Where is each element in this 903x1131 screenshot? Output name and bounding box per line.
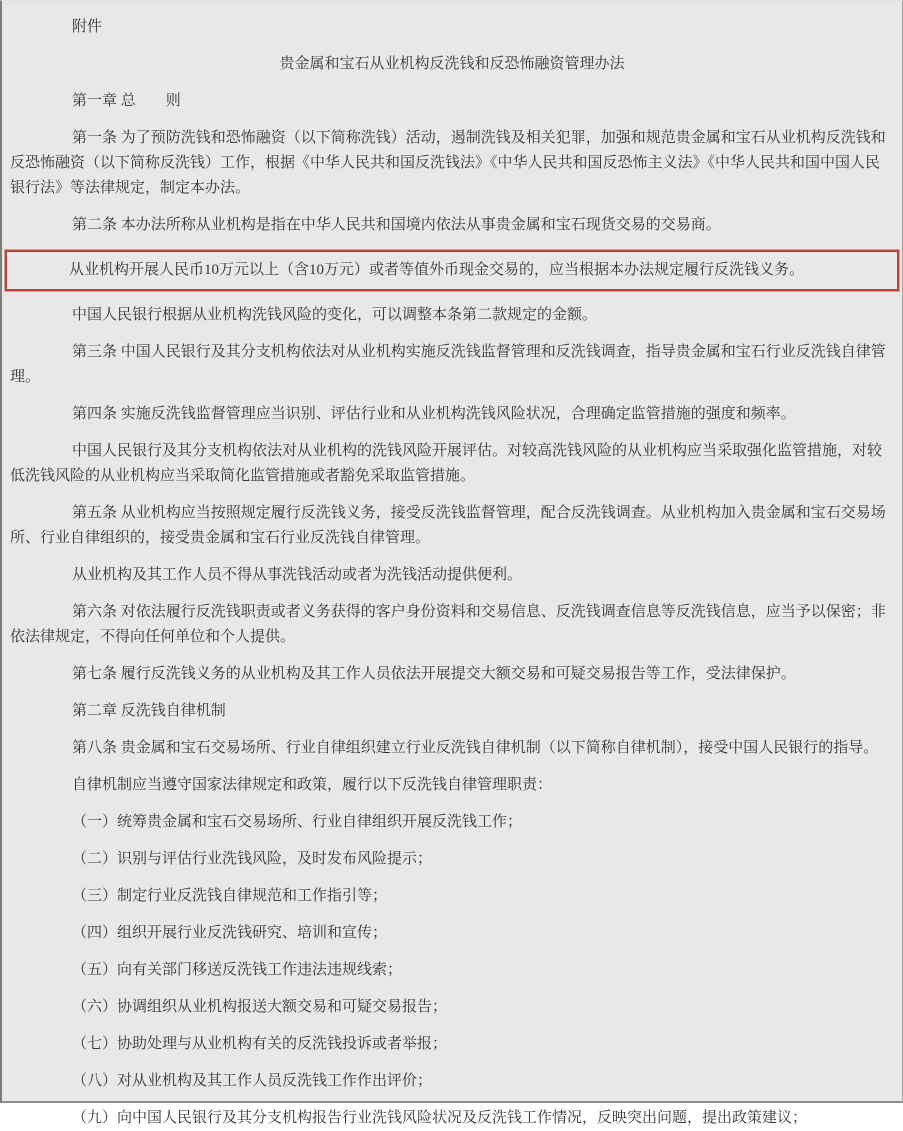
- attachment-label: 附件: [72, 19, 103, 35]
- article-4: 第四条 实施反洗钱监督管理应当识别、评估行业和从业机构洗钱风险状况，合理确定监管措施的强度和频率。: [72, 406, 796, 422]
- list-item-8: （八）对从业机构及其工作人员反洗钱工作作出评价；: [72, 1073, 433, 1089]
- list-item-1: （一）统筹贵金属和宝石交易场所、行业自律组织开展反洗钱工作；: [72, 814, 523, 830]
- list-item-9: （九）向中国人民银行及其分支机构报告行业洗钱风险状况及反洗钱工作情况，反映突出问题，提出政策建议；: [72, 1110, 808, 1126]
- list-item-3: （三）制定行业反洗钱自律规范和工作指引等；: [72, 888, 388, 904]
- article-8-clause-2: 自律机制应当遵守国家法律规定和政策，履行以下反洗钱自律管理职责：: [72, 777, 553, 793]
- list-item-2: （二）识别与评估行业洗钱风险，及时发布风险提示；: [72, 851, 433, 867]
- article-5: 第五条 从业机构应当按照规定履行反洗钱义务，接受反洗钱监督管理，配合反洗钱调查。从业机构加入贵金属和宝石交易场所、行业自律组织的，接受贵金属和宝石行业反洗钱自律管理。: [10, 505, 886, 546]
- highlighted-clause: 从业机构开展人民币10万元以上（含10万元）或者等值外币现金交易的，应当根据本办法规定履行反洗钱义务。: [69, 262, 805, 278]
- list-item-4: （四）组织开展行业反洗钱研究、培训和宣传；: [72, 925, 388, 941]
- list-item-6: （六）协调组织从业机构报送大额交易和可疑交易报告；: [72, 999, 448, 1015]
- article-2: 第二条 本办法所称从业机构是指在中华人民共和国境内依法从事贵金属和宝石现货交易的交易商。: [72, 217, 721, 233]
- article-2-clause-3: 中国人民银行根据从业机构洗钱风险的变化，可以调整本条第二款规定的金额。: [72, 307, 598, 323]
- list-item-7: （七）协助处理与从业机构有关的反洗钱投诉或者举报；: [72, 1036, 448, 1052]
- chapter-heading-1: 第一章 总 则: [72, 93, 181, 109]
- highlight-box: [5, 250, 899, 291]
- article-3: 第三条 中国人民银行及其分支机构依法对从业机构实施反洗钱监督管理和反洗钱调查，指导贵金属和宝石行业反洗钱自律管理。: [10, 344, 886, 385]
- article-4-clause-2: 中国人民银行及其分支机构依法对从业机构的洗钱风险开展评估。对较高洗钱风险的从业机构应当采取强化监管措施，对较低洗钱风险的从业机构应当采取简化监管措施或者豁免采取监管措施。: [10, 443, 883, 484]
- article-1: 第一条 为了预防洗钱和恐怖融资（以下简称洗钱）活动，遏制洗钱及相关犯罪，加强和规范贵金属和宝石从业机构反洗钱和反恐怖融资（以下简称反洗钱）工作，根据《中华人民共和国反洗钱法》《中华人民共和国反恐怖主义法》《中华人民共和国中国人民银行法》等法律规定，制定本办法。: [10, 130, 886, 196]
- article-5-clause-2: 从业机构及其工作人员不得从事洗钱活动或者为洗钱活动提供便利。: [72, 567, 523, 583]
- list-item-5: （五）向有关部门移送反洗钱工作违法违规线索；: [72, 962, 403, 978]
- article-6: 第六条 对依法履行反洗钱职责或者义务获得的客户身份资料和交易信息、反洗钱调查信息等反洗钱信息，应当予以保密；非依法律规定，不得向任何单位和个人提供。: [10, 604, 886, 645]
- article-7: 第七条 履行反洗钱义务的从业机构及其工作人员依法开展提交大额交易和可疑交易报告等工作，受法律保护。: [72, 666, 796, 682]
- article-8: 第八条 贵金属和宝石交易场所、行业自律组织建立行业反洗钱自律机制（以下简称自律机制），接受中国人民银行的指导。: [72, 740, 879, 756]
- chapter-heading-2: 第二章 反洗钱自律机制: [72, 703, 226, 719]
- document-title: 贵金属和宝石从业机构反洗钱和反恐怖融资管理办法: [279, 56, 625, 72]
